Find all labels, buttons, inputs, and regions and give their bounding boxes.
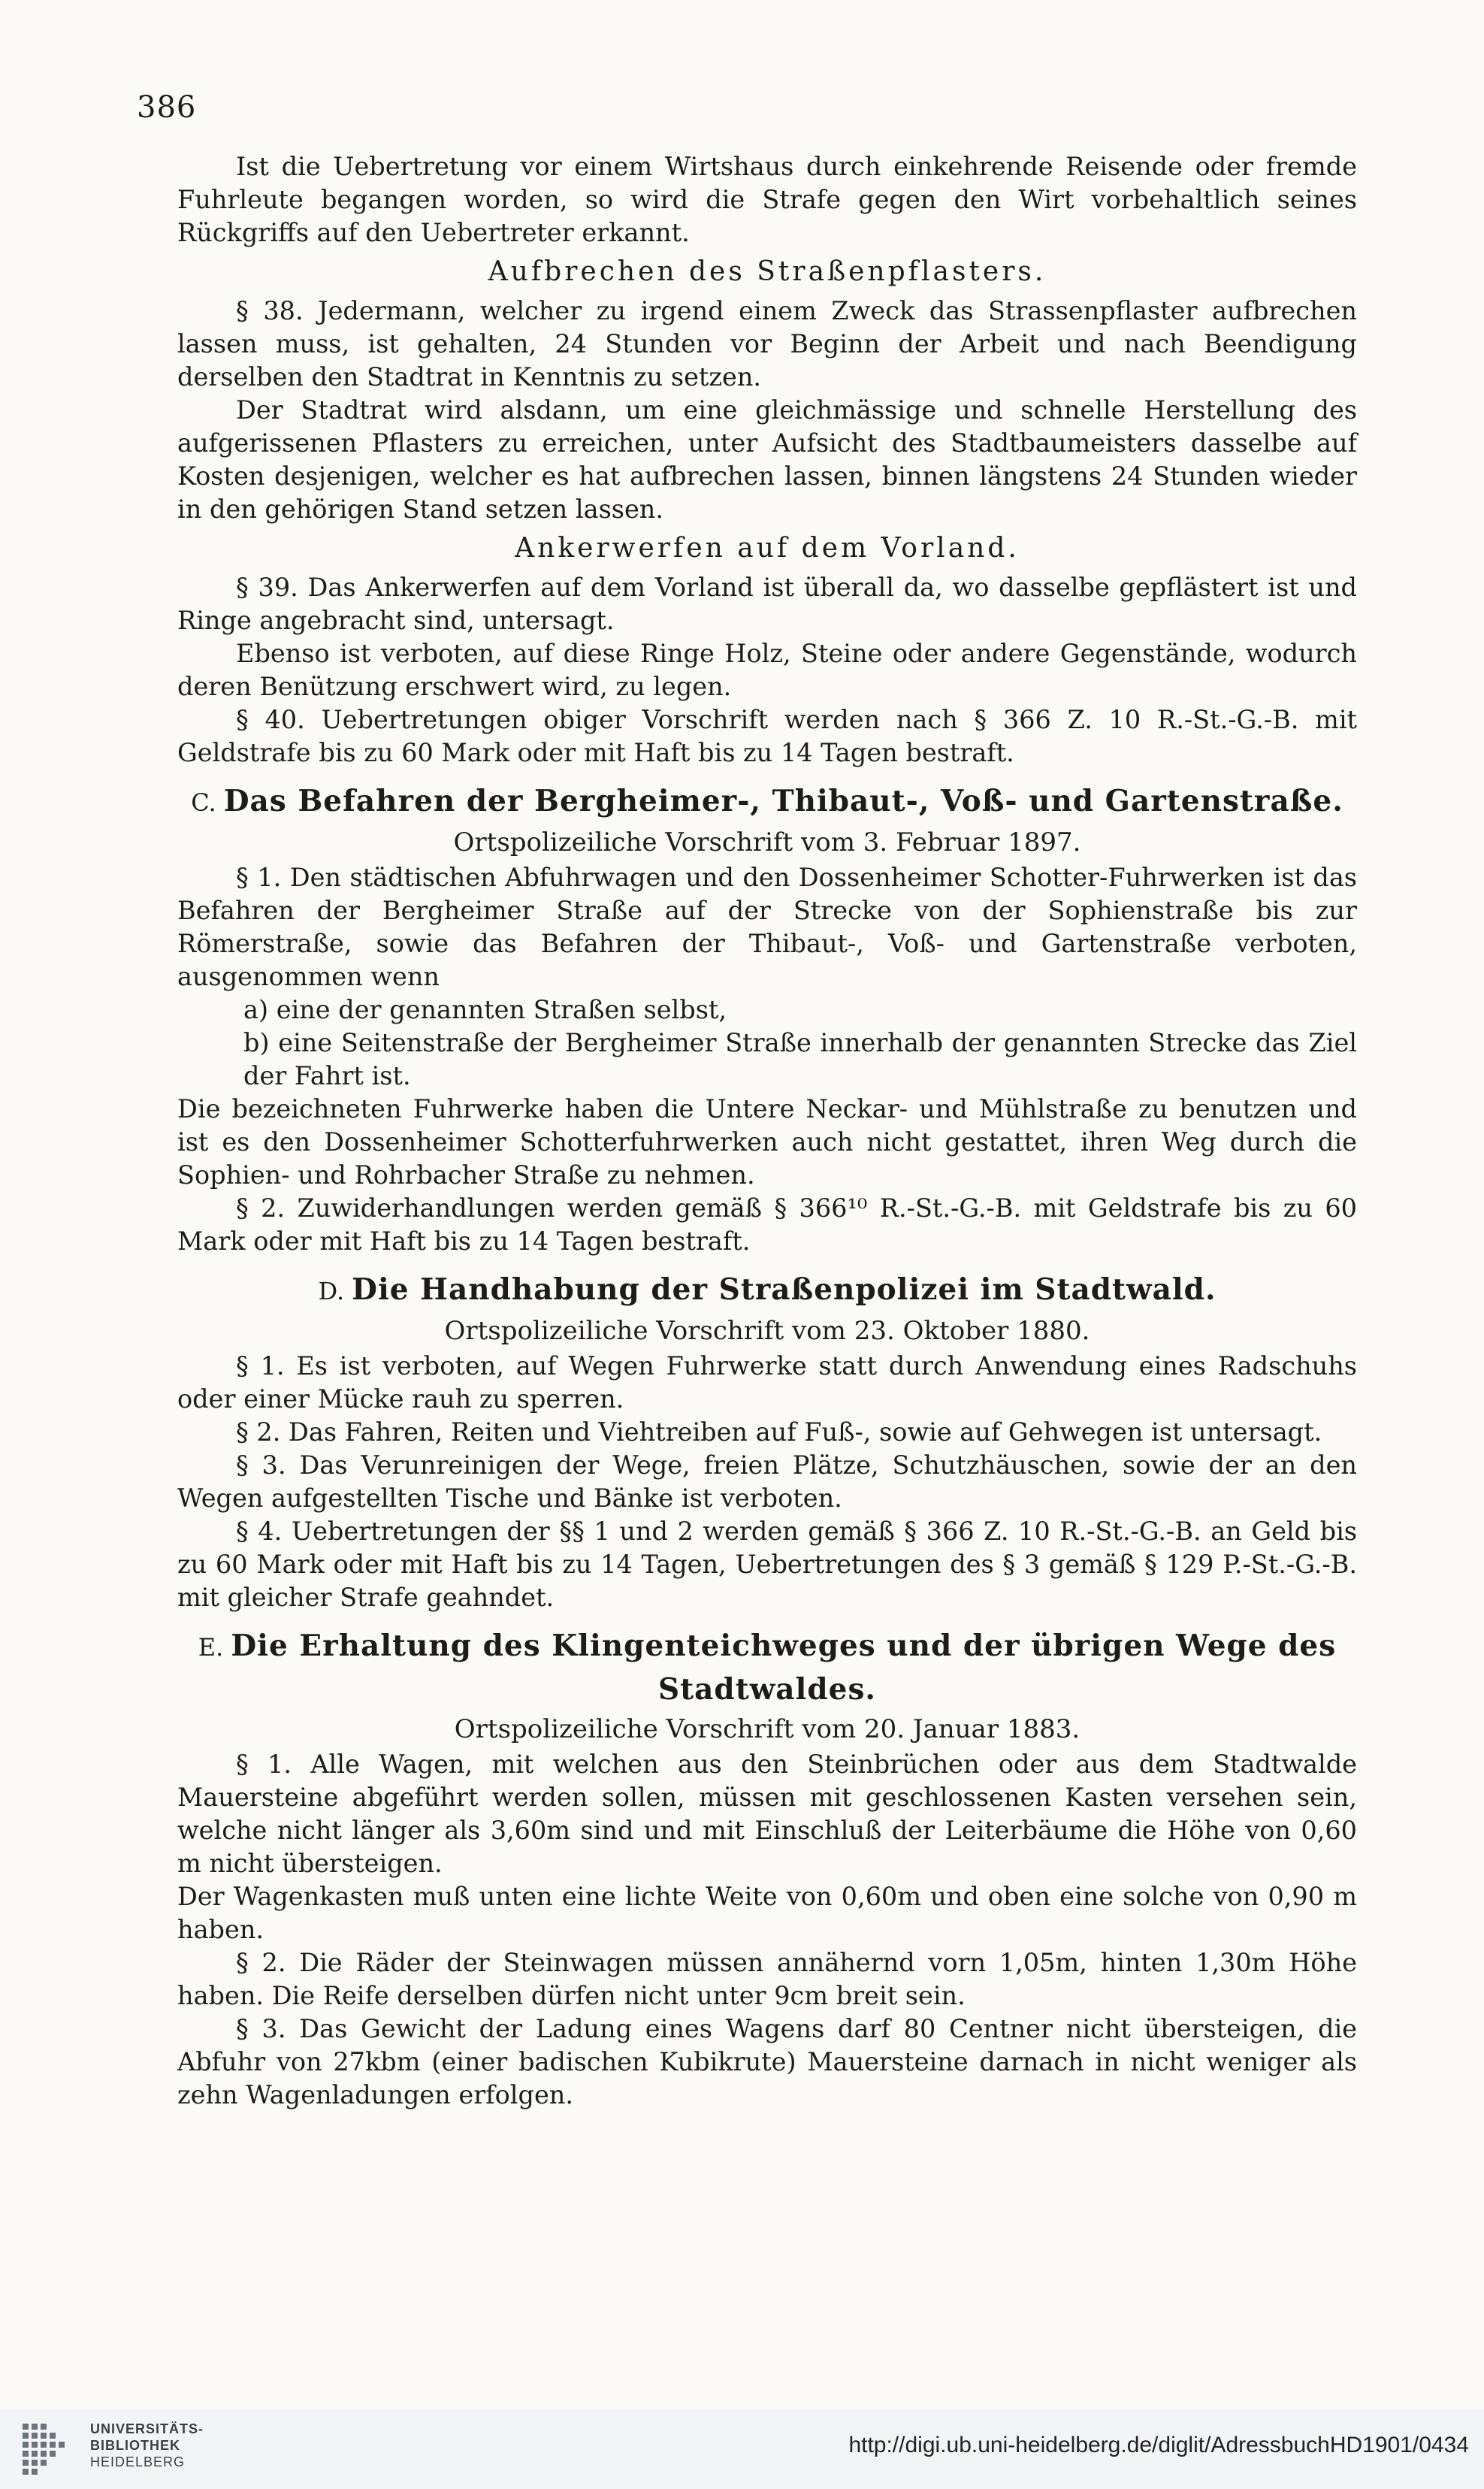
paragraph: § 1. Den städtischen Abfuhrwagen und den Dossenheimer Schotter-Fuhrwerken ist das Befahren der Bergheimer Straße auf der Strecke von der Sophienstraße bis zur Römerstraße, sowie das Befahren der Thibaut-, Voß- und Gartenstraße verboten, ausgenommen wenn (177, 863, 1357, 991)
library-name-line: BIBLIOTHEK (90, 2438, 180, 2453)
regulation-date: Ortspolizeiliche Vorschrift vom 3. Februar 1897. (453, 827, 1081, 857)
document-body (177, 150, 1357, 2112)
paragraph: Der Stadtrat wird alsdann, um eine gleichmässige und schnelle Herstellung des aufgerissenen Pflasters zu erreichen, unter Aufsicht des Stadtbaumeisters dasselbe auf Kosten desjenigen, welcher es hat aufbrechen lassen, binnen längstens 24 Stunden wieder in den gehörigen Stand setzen lassen. (177, 395, 1357, 524)
page-number: 386 (137, 90, 197, 125)
paragraph: § 1. Alle Wagen, mit welchen aus den Steinbrüchen oder aus dem Stadtwalde Mauersteine abgeführt werden sollen, müssen mit geschlossenen Kasten versehen sein, welche nicht länger als 3,60m sind und mit Einschluß der Leiterbäume die Höhe von 0,60 m nicht übersteigen. (177, 1750, 1357, 1878)
regulation-date: Ortspolizeiliche Vorschrift vom 23. Oktober 1880. (444, 1316, 1090, 1346)
source-url-link[interactable]: http://digi.ub.uni-heidelberg.de/diglit/AdressbuchHD1901/0434 (848, 2433, 1469, 2457)
paragraph: § 2. Die Räder der Steinwagen müssen annähernd vorn 1,05m, hinten 1,30m Höhe haben. Die Reife derselben dürfen nicht unter 9cm breit sein. (177, 1948, 1357, 2010)
university-library-logo-icon (18, 2419, 78, 2479)
section-heading-d (177, 1269, 1357, 1312)
section-title: Die Handhabung der Straßenpolizei im Stadtwald. (352, 1272, 1217, 1307)
paragraph: Die bezeichneten Fuhrwerke haben die Untere Neckar- und Mühlstraße zu benutzen und ist es den Dossenheimer Schotterfuhrwerken auch nicht gestattet, ihren Weg durch die Sophien- und Rohrbacher Straße zu nehmen. (177, 1094, 1357, 1190)
list-item: b) eine Seitenstraße der Bergheimer Straße innerhalb der genannten Strecke das Ziel der Fahrt ist. (243, 1028, 1357, 1090)
library-name-line: UNIVERSITÄTS- (90, 2421, 204, 2436)
paragraph: § 40. Uebertretungen obiger Vorschrift werden nach § 366 Z. 10 R.-St.-G.-B. mit Geldstrafe bis zu 60 Mark oder mit Haft bis zu 14 Tagen bestraft. (177, 705, 1357, 767)
section-title: Das Befahren der Bergheimer-, Thibaut-, Voß- und Gartenstraße. (223, 784, 1343, 818)
section-heading-c (177, 780, 1357, 824)
paragraph: Ist die Uebertretung vor einem Wirtshaus durch einkehrende Reisende oder fremde Fuhrleute begangen worden, so wird die Strafe gegen den Wirt vorbehaltlich seines Rückgriffs auf den Uebertreter erkannt. (177, 152, 1357, 247)
library-name-line: HEIDELBERG (90, 2454, 186, 2469)
section-label: C. (191, 788, 216, 817)
list-item: a) eine der genannten Straßen selbst, (243, 995, 727, 1024)
section-heading-e (177, 1625, 1357, 1710)
regulation-date: Ortspolizeiliche Vorschrift vom 20. Januar 1883. (454, 1714, 1081, 1744)
library-name (90, 2421, 204, 2470)
paragraph: § 2. Das Fahren, Reiten und Viehtreiben auf Fuß-, sowie auf Gehwegen ist untersagt. (236, 1417, 1322, 1447)
paragraph: § 39. Das Ankerwerfen auf dem Vorland ist überall da, wo dasselbe gepflästert ist und Ringe angebracht sind, untersagt. (177, 573, 1357, 635)
paragraph: Ebenso ist verboten, auf diese Ringe Holz, Steine oder andere Gegenstände, wodurch deren Benützung erschwert wird, zu legen. (177, 639, 1357, 701)
section-title: Die Erhaltung des Klingenteichweges und der übrigen Wege des Stadtwaldes. (231, 1629, 1337, 1707)
paragraph: § 3. Das Gewicht der Ladung eines Wagens darf 80 Centner nicht übersteigen, die Abfuhr von 27kbm (einer badischen Kubikrute) Mauersteine darnach in nicht weniger als zehn Wagenladungen erfolgen. (177, 2014, 1357, 2109)
paragraph: § 2. Zuwiderhandlungen werden gemäß § 366¹⁰ R.-St.-G.-B. mit Geldstrafe bis zu 60 Mark oder mit Haft bis zu 14 Tagen bestraft. (177, 1193, 1357, 1256)
paragraph: § 1. Es ist verboten, auf Wegen Fuhrwerke statt durch Anwendung eines Radschuhs oder einer Mücke rauh zu sperren. (177, 1351, 1357, 1414)
footer-bar (0, 2409, 1484, 2489)
section-subheading: Ankerwerfen auf dem Vorland. (515, 533, 1020, 564)
paragraph: § 4. Uebertretungen der §§ 1 und 2 werden gemäß § 366 Z. 10 R.-St.-G.-B. an Geld bis zu 60 Mark oder mit Haft bis zu 14 Tagen, Uebertretungen des § 3 gemäß § 129 P.-St.-G.-B. mit gleicher Strafe geahndet. (177, 1517, 1357, 1612)
section-label: E. (198, 1633, 224, 1662)
section-subheading: Aufbrechen des Straßenpflasters. (488, 256, 1047, 287)
paragraph: § 38. Jedermann, welcher zu irgend einem Zweck das Strassenpflaster aufbrechen lassen muss, ist gehalten, 24 Stunden vor Beginn der Arbeit und nach Beendigung derselben den Stadtrat in Kenntnis zu setzen. (177, 296, 1357, 392)
section-label: D. (318, 1277, 345, 1305)
paragraph: Der Wagenkasten muß unten eine lichte Weite von 0,60m und oben eine solche von 0,90 m haben. (177, 1882, 1357, 1944)
paragraph: § 3. Das Verunreinigen der Wege, freien Plätze, Schutzhäuschen, sowie der an den Wegen aufgestellten Tische und Bänke ist verboten. (177, 1450, 1357, 1513)
